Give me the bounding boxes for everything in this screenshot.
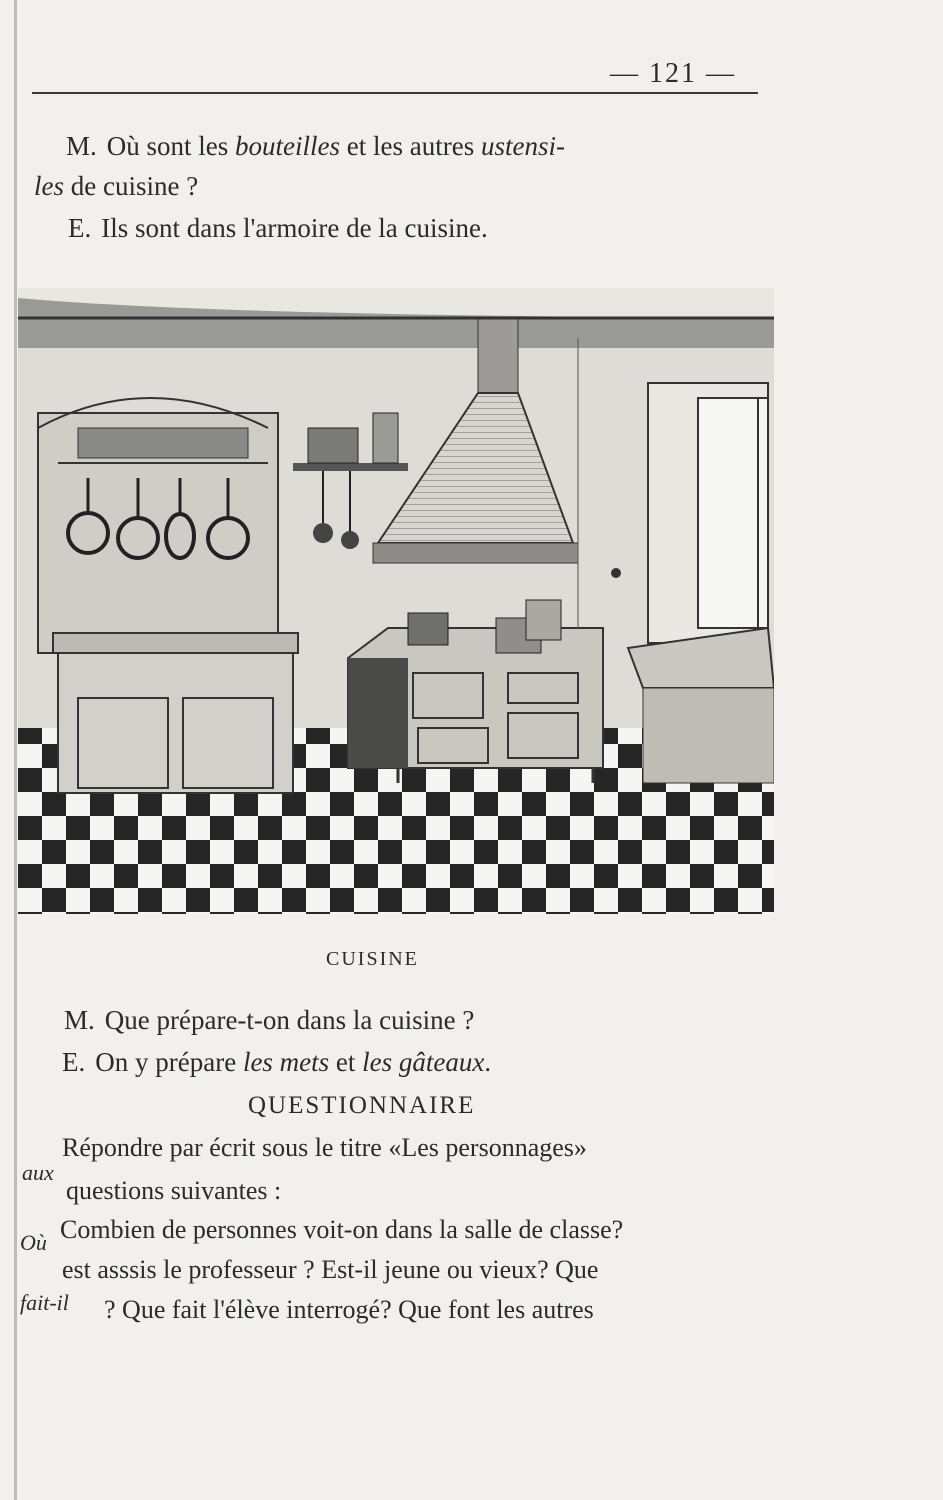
questionnaire-line: Répondre par écrit sous le titre «Les personnages» bbox=[62, 1133, 587, 1162]
text-segment: Ils sont dans l'armoire de la cuisine. bbox=[101, 213, 488, 243]
emphasis-les-mets: les mets bbox=[242, 1047, 330, 1077]
questionnaire-line: Combien de personnes voit-on dans la salle de classe? bbox=[60, 1215, 624, 1244]
emphasis-ustensiles: ustensi- bbox=[480, 131, 565, 161]
dialogue-line-4 bbox=[64, 1004, 474, 1036]
questionnaire-line: est asssis le professeur ? Est-il jeune ou vieux? Que bbox=[62, 1255, 599, 1284]
emphasis-les: les bbox=[34, 171, 64, 201]
speaker-label: E. bbox=[62, 1047, 86, 1077]
text-segment: Que prépare-t-on dans la cuisine ? bbox=[104, 1005, 475, 1035]
questionnaire-line: questions suivantes : bbox=[66, 1176, 282, 1205]
dialogue-line-3 bbox=[68, 212, 488, 244]
page-edge bbox=[14, 0, 17, 1500]
page-number: — 121 — bbox=[610, 58, 736, 89]
text-segment: . bbox=[484, 1047, 492, 1077]
speaker-label: M. bbox=[64, 1005, 95, 1035]
speaker-label: E. bbox=[68, 213, 92, 243]
emphasis-bouteilles: bouteilles bbox=[235, 131, 340, 161]
dialogue-line-2 bbox=[34, 170, 198, 202]
margin-note: aux bbox=[22, 1160, 54, 1185]
margin-note: Où bbox=[20, 1230, 47, 1255]
margin-note: fait-il bbox=[20, 1290, 69, 1315]
speaker-label: M. bbox=[66, 131, 97, 161]
dialogue-line-1 bbox=[66, 130, 565, 162]
kitchen-illustration bbox=[18, 288, 774, 914]
questionnaire-line: ? Que fait l'élève interrogé? Que font les autres bbox=[104, 1295, 594, 1324]
text-segment: Où sont les bbox=[106, 131, 236, 161]
questionnaire-heading: QUESTIONNAIRE bbox=[248, 1092, 476, 1119]
text-segment: de cuisine ? bbox=[64, 171, 199, 201]
dialogue-line-5 bbox=[62, 1046, 491, 1078]
emphasis-les-gateaux: les gâteaux bbox=[362, 1047, 485, 1077]
dresser-drawing bbox=[38, 398, 298, 793]
text-segment: et les autres bbox=[340, 131, 481, 161]
text-segment: et bbox=[329, 1047, 363, 1077]
illustration-caption: CUISINE bbox=[326, 948, 419, 970]
text-segment: On y prépare bbox=[95, 1047, 243, 1077]
header-rule bbox=[32, 92, 758, 94]
